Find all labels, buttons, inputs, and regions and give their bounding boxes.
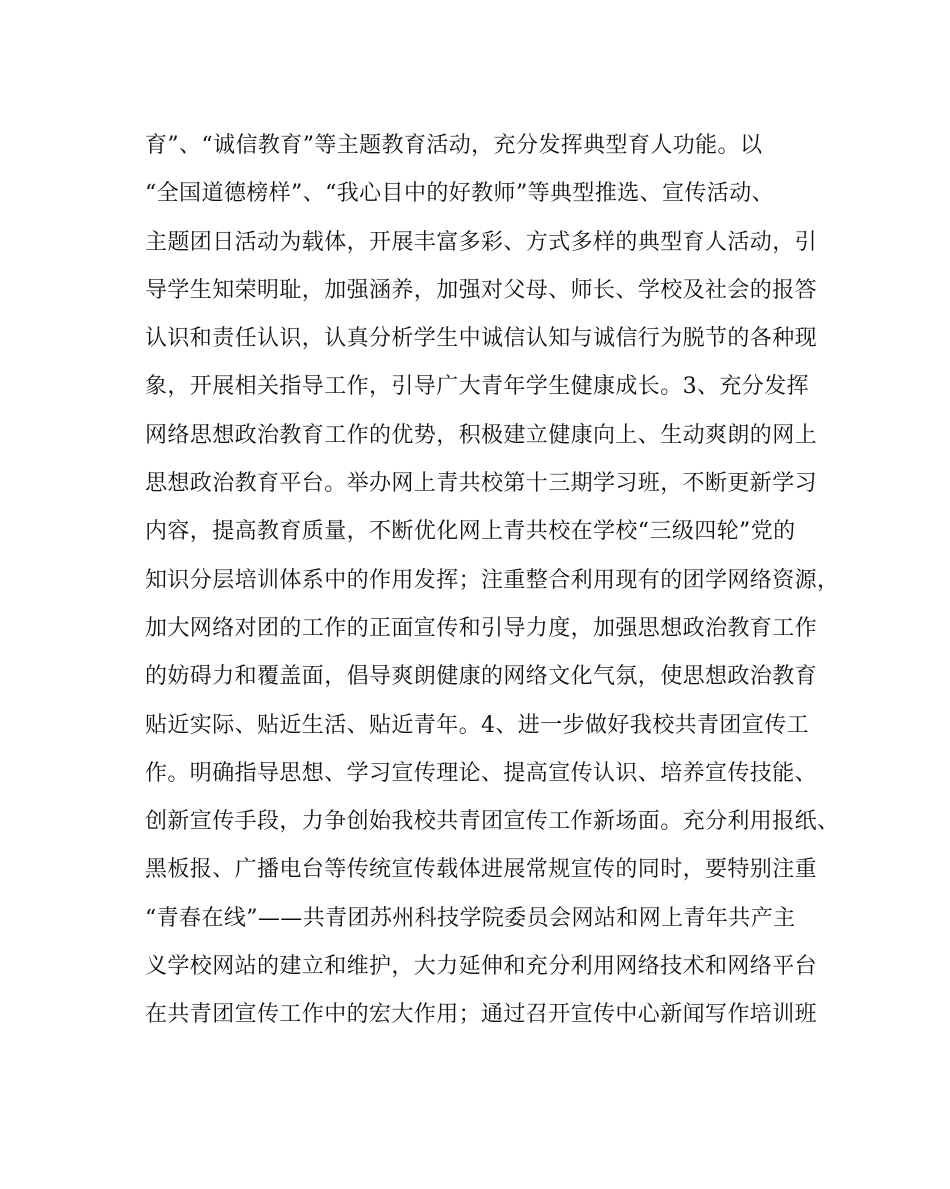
text-line: 内容，提高教育质量，不断优化网上青共校在学校“三级四轮”党的 [145, 519, 796, 545]
text-line: 知识分层培训体系中的作用发挥；注重整合利用现有的团学网络资源， [145, 567, 840, 593]
text-line: 作。明确指导思想、学习宣传理论、提高宣传认识、培养宣传技能、 [145, 760, 818, 786]
text-line: 认识和责任认识，认真分析学生中诚信认知与诚信行为脱节的各种现 [145, 326, 818, 352]
text-line: 黑板报、广播电台等传统宣传载体进展常规宣传的同时，要特别注重 [145, 857, 818, 883]
text-line: 育”、“诚信教育”等主题教育活动，充分发挥典型育人功能。以 [145, 133, 763, 158]
text-line: 创新宣传手段，力争创始我校共青团宣传工作新场面。充分利用报纸、 [145, 809, 840, 835]
text-line: 导学生知荣明耻，加强涵养，加强对父母、师长、学校及社会的报答 [145, 277, 818, 303]
text-line: 加大网络对团的工作的正面宣传和引导力度，加强思想政治教育工作 [145, 615, 818, 641]
text-line: 思想政治教育平台。举办网上青共校第十三期学习班，不断更新学习 [145, 471, 818, 497]
text-line: 贴近实际、贴近生活、贴近青年。4、进一步做好我校共青团宣传工 [145, 712, 809, 738]
text-line: 义学校网站的建立和维护，大力延伸和充分利用网络技术和网络平台 [145, 954, 818, 980]
text-line: “全国道德榜样”、“我心目中的好教师”等典型推选、宣传活动、 [145, 181, 774, 207]
text-line: 的妨碍力和覆盖面，倡导爽朗健康的网络文化气氛，使思想政治教育 [145, 664, 818, 690]
text-line: 象，开展相关指导工作，引导广大青年学生健康成长。3、充分发挥 [145, 374, 809, 400]
text-line: 网络思想政治教育工作的优势，积极建立健康向上、生动爽朗的网上 [145, 422, 818, 448]
text-line: 主题团日活动为载体，开展丰富多彩、方式多样的典型育人活动，引 [145, 229, 818, 255]
text-line: “青春在线”——共青团苏州科技学院委员会网站和网上青年共产主 [145, 905, 796, 931]
text-line: 在共青团宣传工作中的宏大作用；通过召开宣传中心新闻写作培训班 [145, 1002, 818, 1028]
body-text [145, 126, 840, 1044]
